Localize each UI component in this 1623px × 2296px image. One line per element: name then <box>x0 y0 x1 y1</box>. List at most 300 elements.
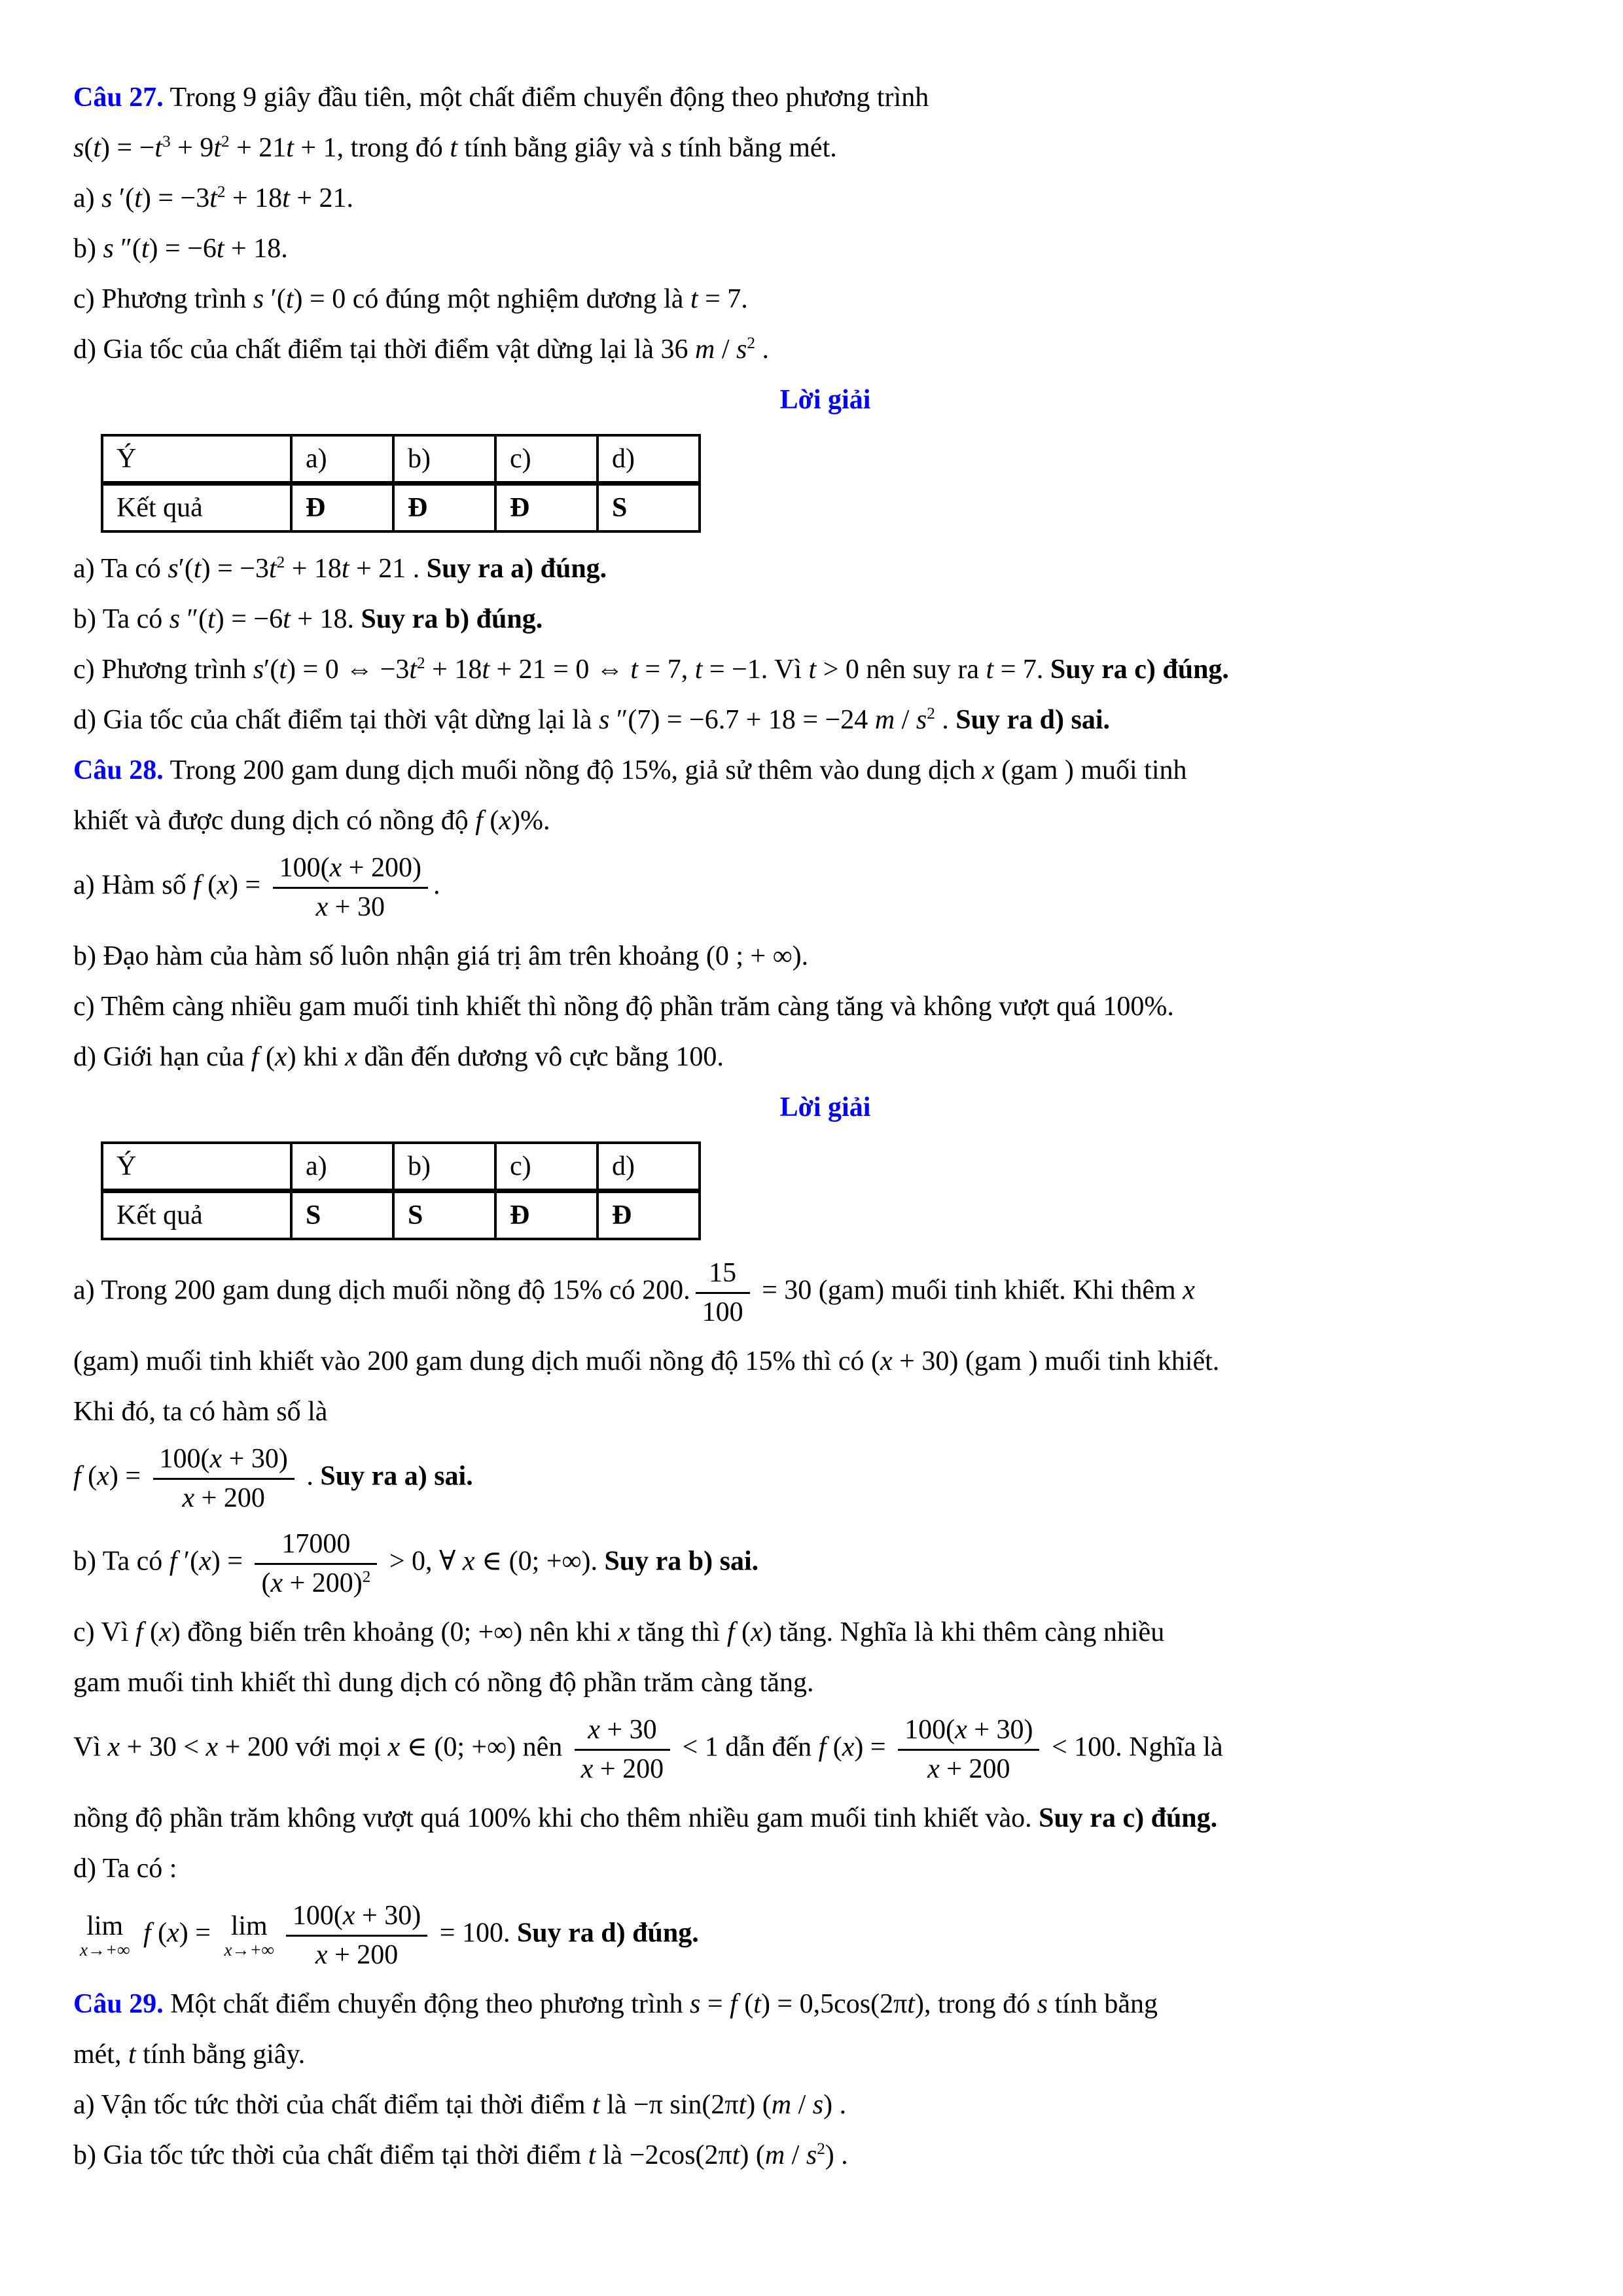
fraction-numerator <box>255 1527 377 1565</box>
text-segment: ) = −6 <box>149 234 217 264</box>
text-segment: 2 <box>747 334 755 352</box>
text-segment: m <box>695 334 715 365</box>
text-segment: 15 <box>709 1258 737 1288</box>
text-segment: ″( <box>113 234 141 264</box>
text-segment: ( <box>143 1617 160 1647</box>
text-segment: 2 <box>417 655 425 672</box>
text-segment: + 18. <box>290 604 361 634</box>
text-segment: + 30 <box>328 891 385 922</box>
text-segment: s <box>661 133 672 163</box>
text-segment: a) Hàm số <box>73 870 194 901</box>
answer-result: Đ <box>510 1200 530 1230</box>
text-segment: t <box>409 655 418 685</box>
text-segment: tính bằng giây và <box>457 133 662 163</box>
text-segment: a) Ta có <box>73 554 168 584</box>
text-segment: t <box>141 234 149 264</box>
answer-table-value-cell <box>495 1191 597 1240</box>
text-segment: x <box>842 1732 855 1763</box>
text-segment: b) <box>73 234 103 264</box>
text-segment: t <box>450 133 457 163</box>
answer-table-value-cell <box>393 1191 495 1240</box>
text-segment: s <box>1037 1989 1048 2019</box>
text-segment: ) = −6 <box>215 604 283 634</box>
text-segment: đồng biến trên khoảng (0; +∞) nên khi <box>180 1617 618 1647</box>
answer-result: Đ <box>408 493 428 523</box>
q27-intro-line-1 <box>73 77 1577 118</box>
answer-table-result-row <box>102 1191 700 1240</box>
text-segment: ( <box>80 1461 98 1492</box>
text-segment: Suy ra d) đúng. <box>516 1918 699 1948</box>
text-segment: 2 <box>362 1568 371 1586</box>
text-segment: + 30 < <box>120 1732 206 1763</box>
q28-option-c <box>73 986 1577 1028</box>
q28-option-d <box>73 1037 1577 1078</box>
text-segment: ) ( <box>746 2090 772 2120</box>
text-segment: f <box>169 1546 177 1577</box>
text-segment: ′( <box>264 284 286 314</box>
text-segment: ′( <box>112 183 135 213</box>
q28-solution-a-line-2 <box>73 1341 1577 1382</box>
answer-table-value-cell <box>597 484 700 532</box>
text-segment: ) = −3 <box>141 183 210 213</box>
text-segment: x <box>588 1715 600 1745</box>
text-segment: b) Đạo hàm của hàm số luôn nhận giá trị âm trên khoảng (0 ; + ∞). <box>73 941 809 971</box>
text-segment: t <box>282 183 290 213</box>
text-segment: f <box>475 806 483 836</box>
fraction-numerator <box>575 1713 670 1751</box>
text-segment: + 200) <box>342 853 421 883</box>
text-segment: là −2cos(2π <box>596 2140 732 2170</box>
text-segment: ( <box>826 1732 842 1763</box>
accent-label: Lời giải <box>779 1092 871 1122</box>
text-segment: x <box>167 1918 179 1948</box>
accent-label: Câu 27. <box>73 82 164 113</box>
limit-text: lim <box>86 1910 124 1941</box>
text-segment: f <box>135 1617 143 1647</box>
text-segment: t <box>986 655 994 685</box>
fraction-denominator <box>273 889 428 925</box>
q27-option-d <box>73 329 1577 370</box>
text-segment: s <box>101 183 113 213</box>
text-segment: nồng độ phần trăm không vượt quá 100% khi cho thêm nhiều gam muối tinh khiết vào. <box>73 1803 1039 1833</box>
answer-result: Đ <box>510 493 530 523</box>
text-segment: tính bằng <box>1047 1989 1158 2019</box>
answer-table-label-cell: Ý <box>102 435 291 484</box>
text-segment: tính bằng giây. <box>135 2039 306 2070</box>
text-segment: = −1. Vì <box>702 655 809 685</box>
text-segment: ∈ (0; +∞). <box>474 1546 605 1577</box>
text-segment: Suy ra a) sai. <box>320 1461 473 1492</box>
text-segment: + 30) <box>355 1901 421 1931</box>
text-segment: + 200 <box>194 1482 265 1513</box>
answer-result: Đ <box>612 1200 632 1230</box>
fraction <box>153 1442 294 1515</box>
text-segment: 2 <box>817 2140 825 2158</box>
text-segment: + 200 <box>939 1753 1010 1784</box>
text-segment: x <box>209 1444 223 1474</box>
answer-table-value-cell: d) <box>597 435 700 484</box>
q28-solution-c-line-3 <box>73 1713 1577 1786</box>
text-segment: gam muối tinh khiết thì dung dịch có nồng độ phần trăm càng tăng. <box>73 1668 814 1698</box>
q28-answer-table <box>101 1141 701 1240</box>
answer-table-value-cell <box>291 484 393 532</box>
text-segment: t <box>482 655 490 685</box>
answer-table-header-row <box>102 435 700 484</box>
text-segment: ( <box>200 870 217 901</box>
q28-solution-b <box>73 1527 1577 1600</box>
text-segment: s <box>916 705 927 735</box>
text-segment: Khi đó, ta có hàm số là <box>73 1397 328 1427</box>
q28-intro-line-2 <box>73 800 1577 842</box>
text-segment: f <box>143 1918 151 1948</box>
text-segment: x <box>274 1042 287 1072</box>
text-segment: x <box>217 870 229 901</box>
answer-table-value-cell <box>495 484 597 532</box>
text-segment: > 0 nên suy ra <box>816 655 986 685</box>
text-segment: 100( <box>292 1901 343 1931</box>
text-segment: x <box>499 806 512 836</box>
fraction-denominator <box>898 1751 1039 1787</box>
text-segment: ) = −3 <box>201 554 269 584</box>
answer-table-value-cell <box>597 1191 700 1240</box>
answer-result: S <box>306 1200 321 1230</box>
text-segment: x <box>205 1732 219 1763</box>
text-segment: x <box>97 1461 109 1492</box>
limit-subscript: x→+∞ <box>224 1939 274 1960</box>
text-segment: f <box>251 1042 259 1072</box>
text-segment: = 30 (gam) muối tinh khiết. Khi thêm <box>755 1275 1183 1306</box>
text-segment: t <box>630 655 639 685</box>
limit-operator <box>80 1912 130 1959</box>
text-segment: s <box>599 705 610 735</box>
text-segment: + 30) (gam ) muối tinh khiết. <box>892 1346 1220 1376</box>
text-segment: (gam) muối tinh khiết vào 200 gam dung dịch muối nồng độ 15% thì có ( <box>73 1346 880 1376</box>
text-segment: ) <box>287 1042 296 1072</box>
text-segment: = 100. <box>433 1918 517 1948</box>
q27-solution-b <box>73 599 1577 640</box>
text-segment: x <box>270 1568 283 1598</box>
text-segment: t <box>588 2140 596 2170</box>
text-segment: + 18 <box>285 554 342 584</box>
text-segment: s <box>253 655 264 685</box>
q28-solution-c-line-2 <box>73 1662 1577 1704</box>
text-segment: s <box>806 2140 817 2170</box>
text-segment: + 21 = 0 ⇔ <box>490 655 631 685</box>
q28-solution-c-line-1 <box>73 1612 1577 1653</box>
text-segment: f <box>193 870 201 901</box>
text-segment: t <box>128 2039 136 2070</box>
q27-option-b <box>73 228 1577 270</box>
text-segment: dần đến dương vô cực bằng 100. <box>357 1042 724 1072</box>
text-segment: . <box>433 870 440 901</box>
text-segment: 2 <box>927 705 935 723</box>
text-segment: Trong 9 giây đầu tiên, một chất điểm chuyển động theo phương trình <box>163 82 929 113</box>
text-segment: t <box>268 554 277 584</box>
limit-text: lim <box>230 1910 268 1941</box>
fraction <box>273 851 428 924</box>
text-segment: t <box>207 604 215 634</box>
text-segment: + 1, trong đó <box>293 133 450 163</box>
text-segment: x <box>955 1715 967 1745</box>
text-segment: ″( <box>180 604 208 634</box>
text-segment: t <box>285 284 294 314</box>
text-segment: t <box>690 284 698 314</box>
fraction-numerator <box>273 851 428 889</box>
q27-solution-c <box>73 649 1577 691</box>
text-segment: b) Gia tốc tức thời của chất điểm tại thời điểm <box>73 2140 588 2170</box>
text-segment: = <box>700 1989 730 2019</box>
text-segment: x <box>1183 1275 1195 1306</box>
fraction-denominator <box>153 1480 294 1516</box>
text-segment: d) Gia tốc của chất điểm tại thời vật dừng lại là <box>73 705 599 735</box>
text-segment: ″(7) = −6.7 + 18 = −24 <box>609 705 875 735</box>
text-segment: Suy ra c) đúng. <box>1050 655 1229 685</box>
text-segment: t <box>209 183 217 213</box>
answer-table-value-cell: a) <box>291 1143 393 1191</box>
text-segment: 2 <box>221 133 230 151</box>
text-segment: / <box>895 705 916 735</box>
text-segment: m <box>764 2140 785 2170</box>
answer-table-value-cell: b) <box>393 435 495 484</box>
answer-table-label-cell: Kết quả <box>102 484 291 532</box>
q29-intro-line-2 <box>73 2034 1577 2075</box>
accent-label: Lời giải <box>779 385 871 415</box>
text-segment: Suy ra b) đúng. <box>361 604 543 634</box>
text-segment: t <box>154 133 163 163</box>
q29-intro-line-1 <box>73 1984 1577 2025</box>
text-segment: 100( <box>159 1444 210 1474</box>
text-segment: d) Ta có : <box>73 1854 177 1884</box>
text-segment: ) = 0,5cos(2π <box>760 1989 908 2019</box>
text-segment: t <box>907 1989 915 2019</box>
text-segment: m <box>874 705 895 735</box>
q28-solution-label <box>73 1087 1577 1128</box>
text-segment: Vì <box>73 1732 108 1763</box>
text-segment: 100( <box>279 853 330 883</box>
text-segment: + 21 <box>229 133 287 163</box>
text-segment: x <box>329 853 342 883</box>
q29-option-a <box>73 2085 1577 2126</box>
text-segment: ) = 0 ⇔ −3 <box>287 655 410 685</box>
text-segment: x <box>182 1482 195 1513</box>
text-segment: . <box>755 334 769 365</box>
answer-table-label-cell: Kết quả <box>102 1191 291 1240</box>
text-segment: + 30 <box>599 1715 657 1745</box>
text-segment: mét, <box>73 2039 128 2070</box>
text-segment: ′( <box>264 655 279 685</box>
text-segment: t <box>341 554 349 584</box>
answer-result: Đ <box>306 493 326 523</box>
text-segment: + 9 <box>170 133 214 163</box>
q27-solution-a <box>73 548 1577 590</box>
text-segment: t <box>732 2140 740 2170</box>
fraction-denominator <box>255 1565 377 1601</box>
text-segment: ) = − <box>101 133 155 163</box>
fraction <box>255 1527 377 1600</box>
text-segment: a) Trong 200 gam dung dịch muối nồng độ 15% có 200. <box>73 1275 690 1306</box>
text-segment: + 21 . <box>349 554 427 584</box>
text-segment: (gam ) muối tinh <box>994 755 1187 785</box>
text-segment: c) Phương trình <box>73 284 253 314</box>
text-segment: f <box>818 1732 827 1763</box>
text-segment: c) Thêm càng nhiều gam muối tinh khiết thì nồng độ phần trăm càng tăng và không vượt quá 100%. <box>73 992 1174 1022</box>
text-segment: t <box>753 1989 761 2019</box>
text-segment: ) = 0 có đúng một nghiệm dương là <box>293 284 690 314</box>
text-segment: s <box>253 284 264 314</box>
text-segment: = 7. <box>993 655 1050 685</box>
text-segment: + 30) <box>222 1444 288 1474</box>
fraction-numerator <box>696 1256 750 1294</box>
q28-solution-d-line-1 <box>73 1848 1577 1890</box>
answer-table-value-cell <box>291 1191 393 1240</box>
q28-solution-a-line-4 <box>73 1442 1577 1515</box>
text-segment: x <box>159 1617 171 1647</box>
text-segment: < 1 dẫn đến <box>675 1732 819 1763</box>
text-segment: x <box>580 1753 594 1784</box>
fraction-numerator <box>286 1899 427 1937</box>
text-segment: + 200) <box>283 1568 363 1598</box>
text-segment: t <box>193 554 202 584</box>
fraction-denominator <box>696 1294 750 1330</box>
text-segment: / <box>785 2140 806 2170</box>
text-segment: > 0, ∀ <box>382 1546 463 1577</box>
text-segment: s <box>690 1989 701 2019</box>
text-segment: + 18 <box>225 183 283 213</box>
text-segment: khi <box>296 1042 346 1072</box>
fraction <box>575 1713 670 1786</box>
text-segment: ( <box>261 1568 271 1598</box>
text-segment: . <box>935 705 956 735</box>
text-segment: 100 <box>702 1297 743 1327</box>
text-segment: t <box>592 2090 600 2120</box>
text-segment: 17000 <box>281 1529 351 1559</box>
q27-solution-label <box>73 380 1577 421</box>
text-segment: s <box>103 234 114 264</box>
text-segment: + 21. <box>289 183 354 213</box>
q29-option-b <box>73 2135 1577 2176</box>
q28-option-a <box>73 851 1577 924</box>
text-segment: x <box>927 1753 940 1784</box>
text-segment: d) Giới hạn của <box>73 1042 251 1072</box>
text-segment: t <box>213 133 222 163</box>
text-segment: t <box>808 655 817 685</box>
text-segment: ′( <box>177 1546 200 1577</box>
fraction <box>696 1256 750 1329</box>
limit-subscript: x→+∞ <box>80 1939 130 1960</box>
text-segment: f <box>73 1461 81 1492</box>
text-segment: ( <box>482 806 499 836</box>
q28-solution-d-line-2 <box>73 1899 1577 1972</box>
q27-option-a <box>73 178 1577 219</box>
text-segment: / <box>715 334 737 365</box>
text-segment: ( <box>259 1042 275 1072</box>
q27-solution-d <box>73 700 1577 741</box>
answer-table-value-cell: a) <box>291 435 393 484</box>
answer-result: S <box>612 493 628 523</box>
q28-solution-a-line-3 <box>73 1391 1577 1433</box>
text-segment: tăng. Nghĩa là khi thêm càng nhiều <box>772 1617 1165 1647</box>
text-segment: b) Ta có <box>73 604 169 634</box>
text-segment: )%. <box>511 806 550 836</box>
text-segment: 2 <box>276 554 285 571</box>
text-segment: ∈ (0; +∞) nên <box>400 1732 569 1763</box>
text-segment: ) ( <box>740 2140 765 2170</box>
text-segment: x <box>345 1042 357 1072</box>
q28-solution-a-line-1 <box>73 1256 1577 1329</box>
text-segment: + 18 <box>425 655 482 685</box>
text-segment: tính bằng mét. <box>671 133 837 163</box>
text-segment: ) = <box>211 1546 250 1577</box>
q28-option-b <box>73 936 1577 977</box>
q27-option-c <box>73 279 1577 320</box>
text-segment: Trong 200 gam dung dịch muối nồng độ 15%, giả sử thêm vào dung dịch <box>163 755 982 785</box>
answer-table-value-cell: b) <box>393 1143 495 1191</box>
text-segment: ′( <box>178 554 194 584</box>
text-segment: s <box>168 554 179 584</box>
text-segment: ), trong đó <box>914 1989 1037 2019</box>
text-segment: t <box>134 183 142 213</box>
text-segment: x <box>751 1617 763 1647</box>
text-segment: s <box>736 334 747 365</box>
text-segment: ( <box>84 133 94 163</box>
text-segment: ) = <box>109 1461 148 1492</box>
fraction-numerator <box>153 1442 294 1480</box>
q27-intro-line-2 <box>73 128 1577 169</box>
text-segment: là −π sin(2π <box>599 2090 739 2120</box>
fraction-numerator <box>898 1713 1039 1751</box>
text-segment: t <box>279 655 287 685</box>
text-segment: + 200 với mọi <box>218 1732 388 1763</box>
text-segment: ) = <box>854 1732 893 1763</box>
text-segment: + 200 <box>593 1753 664 1784</box>
answer-table-result-row <box>102 484 700 532</box>
text-segment: x <box>880 1346 893 1376</box>
text-segment: t <box>93 133 101 163</box>
text-segment: + 18. <box>224 234 288 264</box>
text-segment <box>136 1918 143 1948</box>
answer-table-value-cell: c) <box>495 1143 597 1191</box>
text-segment: x <box>107 1732 120 1763</box>
answer-table-value-cell: c) <box>495 435 597 484</box>
text-segment: x <box>982 755 995 785</box>
fraction-denominator <box>575 1751 670 1787</box>
text-segment: = 7, <box>638 655 695 685</box>
document-content <box>73 77 1577 2176</box>
text-segment: a) Vận tốc tức thời của chất điểm tại thời điểm <box>73 2090 592 2120</box>
text-segment: ) = <box>228 870 268 901</box>
text-segment: s <box>169 604 181 634</box>
text-segment: ) <box>762 1617 772 1647</box>
text-segment: ) <box>171 1617 181 1647</box>
text-segment: c) Phương trình <box>73 655 253 685</box>
answer-table-header-row <box>102 1143 700 1191</box>
text-segment: Suy ra a) đúng. <box>426 554 607 584</box>
text-segment: / <box>791 2090 813 2120</box>
fraction-denominator <box>286 1937 427 1973</box>
text-segment: x <box>618 1617 630 1647</box>
answer-table-value-cell <box>393 484 495 532</box>
text-segment: f <box>726 1617 735 1647</box>
text-segment: < 100. Nghĩa là <box>1044 1732 1223 1763</box>
fraction <box>286 1899 427 1972</box>
text-segment: tăng thì <box>630 1617 727 1647</box>
text-segment: f <box>730 1989 738 2019</box>
text-segment: Suy ra d) sai. <box>955 705 1110 735</box>
text-segment: ) . <box>825 2140 848 2170</box>
text-segment: Một chất điểm chuyển động theo phương trình <box>163 1989 690 2019</box>
text-segment: ) = <box>179 1918 218 1948</box>
text-segment: x <box>315 1939 328 1970</box>
